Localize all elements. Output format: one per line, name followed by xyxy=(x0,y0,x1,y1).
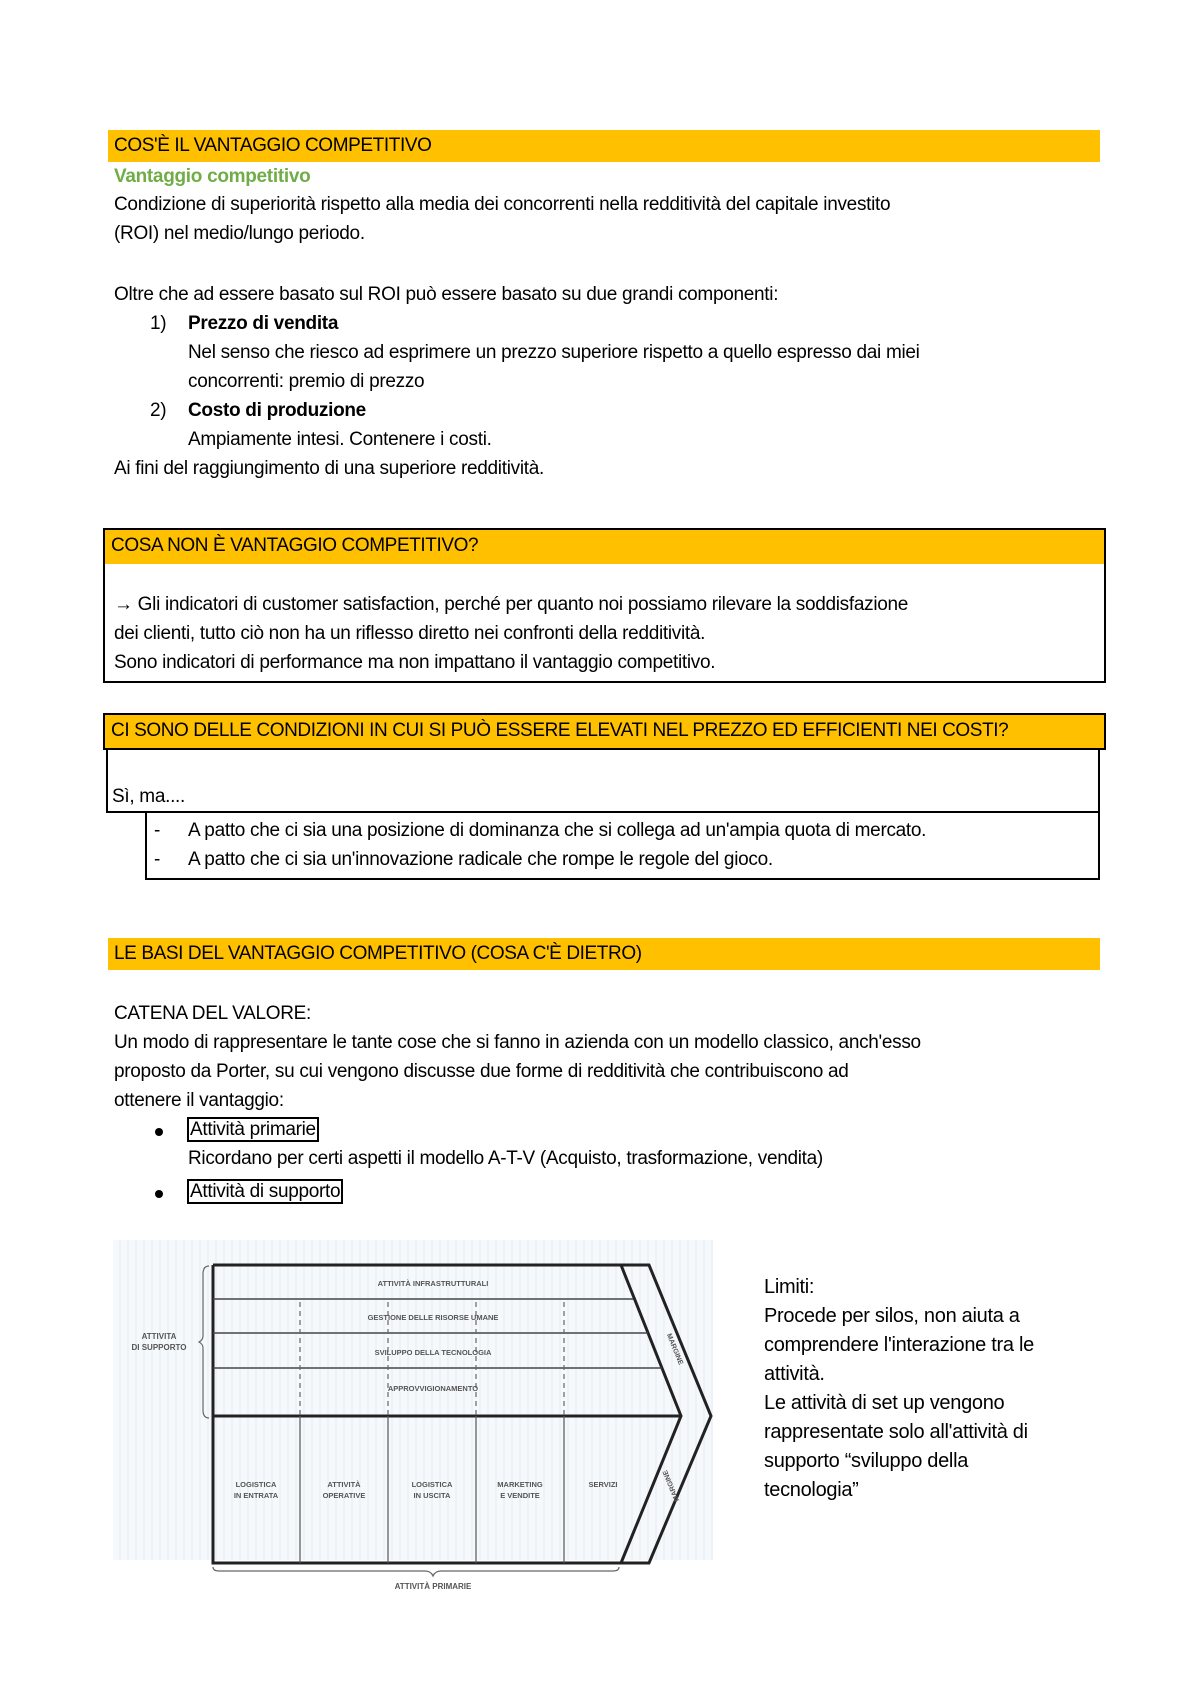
primary-outbound-2: IN USCITA xyxy=(413,1491,451,1500)
limits-line-8: tecnologia” xyxy=(764,1479,859,1501)
margin-label-top: MARGINE xyxy=(664,1332,684,1367)
bullet-icon xyxy=(155,1190,163,1198)
bullet-primary-activities: Attività primarie xyxy=(187,1117,319,1142)
primary-marketing-1: MARKETING xyxy=(497,1480,543,1489)
section-heading-what-is: COS'È IL VANTAGGIO COMPETITIVO xyxy=(108,130,1100,162)
condition-dash-1: - xyxy=(154,820,161,841)
margin-label-bottom: MARGINE xyxy=(662,1468,682,1503)
definition-line-2: (ROI) nel medio/lungo periodo. xyxy=(114,223,365,244)
limits-line-7: supporto “sviluppo della xyxy=(764,1450,969,1472)
list-number-2: 2) xyxy=(150,400,167,421)
list-number-1: 1) xyxy=(150,313,167,334)
value-chain-diagram xyxy=(113,1240,713,1591)
section-heading-conditions: CI SONO DELLE CONDIZIONI IN CUI SI PUÒ ESSERE ELEVATI NEL PREZZO ED EFFICIENTI NEI COSTI? xyxy=(111,720,1009,741)
definition-line-1: Condizione di superiorità rispetto alla media dei concorrenti nella redditività del capitale investito xyxy=(114,194,891,215)
support-row-procurement: APPROVVIGIONAMENTO xyxy=(387,1384,479,1393)
value-chain-paragraph-1: Un modo di rappresentare le tante cose che si fanno in azienda con un modello classico, anch'esso xyxy=(114,1032,921,1053)
bullet-primary-note: Ricordano per certi aspetti il modello A-T-V (Acquisto, trasformazione, vendita) xyxy=(188,1148,823,1169)
not-advantage-line-1: → Gli indicatori di customer satisfaction, perché per quanto noi possiamo rilevare la soddisfazione xyxy=(114,594,909,615)
condition-1: A patto che ci sia una posizione di dominanza che si collega ad un'ampia quota di mercato. xyxy=(188,820,927,841)
subheading-vantaggio: Vantaggio competitivo xyxy=(114,166,311,187)
primary-operations-2: OPERATIVE xyxy=(322,1491,366,1500)
primary-services: SERVIZI xyxy=(588,1480,618,1489)
list-title-prezzo: Prezzo di vendita xyxy=(188,313,339,334)
primary-outbound-1: LOGISTICA xyxy=(411,1480,453,1489)
primary-operations-1: ATTIVITÀ xyxy=(327,1480,361,1489)
conclusion-text: Ai fini del raggiungimento di una superiore redditività. xyxy=(114,458,544,479)
value-chain-paragraph-2: proposto da Porter, su cui vengono discusse due forme di redditività che contribuiscono ad xyxy=(114,1061,849,1082)
limits-line-4: attività. xyxy=(764,1363,825,1385)
limits-line-5: Le attività di set up vengono xyxy=(764,1392,1005,1414)
support-label-2: DI SUPPORTO xyxy=(131,1343,187,1352)
bullet-icon xyxy=(155,1128,163,1136)
list-title-costo: Costo di produzione xyxy=(188,400,366,421)
answer-text: Sì, ma.... xyxy=(112,786,186,807)
not-advantage-line-2: dei clienti, tutto ciò non ha un riflesso diretto nei confronti della redditività. xyxy=(114,623,706,644)
value-chain-paragraph-3: ottenere il vantaggio: xyxy=(114,1090,284,1111)
not-advantage-line-3: Sono indicatori di performance ma non impattano il vantaggio competitivo. xyxy=(114,652,716,673)
condition-2: A patto che ci sia un'innovazione radicale che rompe le regole del gioco. xyxy=(188,849,773,870)
support-row-hr: GESTIONE DELLE RISORSE UMANE xyxy=(367,1313,499,1322)
list-text-prezzo-2: concorrenti: premio di prezzo xyxy=(188,371,425,392)
list-text-prezzo-1: Nel senso che riesco ad esprimere un prezzo superiore rispetto a quello espresso dai miei xyxy=(188,342,920,363)
bullet-support-activities: Attività di supporto xyxy=(187,1179,343,1204)
limits-line-3: comprendere l'interazione tra le xyxy=(764,1334,1034,1356)
answer-box xyxy=(106,748,1100,813)
components-intro: Oltre che ad essere basato sul ROI può essere basato su due grandi componenti: xyxy=(114,284,779,305)
limits-line-1: Limiti: xyxy=(764,1276,815,1298)
primary-inbound-2: IN ENTRATA xyxy=(233,1491,279,1500)
support-row-technology: SVILUPPO DELLA TECNOLOGIA xyxy=(374,1348,492,1357)
primary-marketing-2: E VENDITE xyxy=(500,1491,540,1500)
section-heading-not-advantage: COSA NON È VANTAGGIO COMPETITIVO? xyxy=(105,530,1104,564)
support-row-infrastructure: ATTIVITÀ INFRASTRUTTURALI xyxy=(377,1279,489,1288)
list-text-costo-1: Ampiamente intesi. Contenere i costi. xyxy=(188,429,492,450)
limits-line-6: rappresentate solo all'attività di xyxy=(764,1421,1028,1443)
limits-line-2: Procede per silos, non aiuta a xyxy=(764,1305,1020,1327)
primary-inbound-1: LOGISTICA xyxy=(235,1480,277,1489)
value-chain-svg xyxy=(113,1240,713,1591)
support-label-1: ATTIVITA xyxy=(141,1332,177,1341)
primary-activities-label: ATTIVITÀ PRIMARIE xyxy=(394,1582,472,1591)
section-heading-bases: LE BASI DEL VANTAGGIO COMPETITIVO (COSA C'È DIETRO) xyxy=(108,938,1100,970)
condition-dash-2: - xyxy=(154,849,161,870)
value-chain-title: CATENA DEL VALORE: xyxy=(114,1003,311,1024)
